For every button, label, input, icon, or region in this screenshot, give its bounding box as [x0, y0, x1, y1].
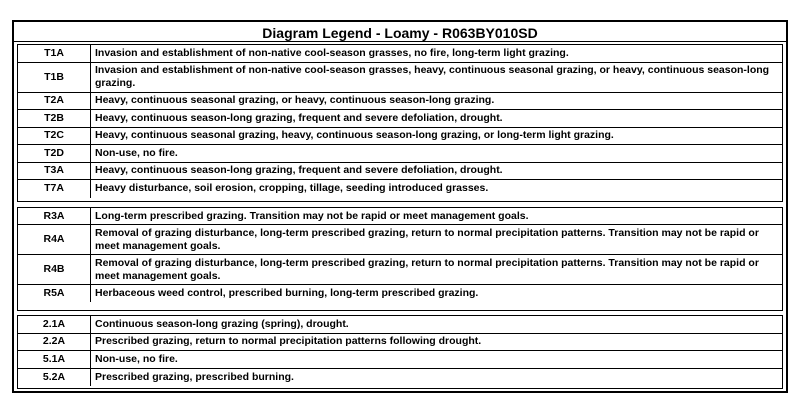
legend-code: R4A: [18, 225, 91, 254]
legend-code: R3A: [18, 208, 91, 224]
legend-row: [18, 163, 782, 181]
legend-description: Heavy disturbance, soil erosion, cropping, tillage, seeding introduced grasses.: [95, 182, 489, 195]
legend-description: Removal of grazing disturbance, long-term prescribed grazing, return to normal precipitation patterns. Transition may not be rapid or meet management goals.: [95, 226, 759, 252]
legend-code: T2C: [18, 128, 91, 145]
legend-row: [18, 110, 782, 128]
legend-row: [18, 255, 782, 285]
legend-code: T2B: [18, 110, 91, 127]
legend-row: [18, 334, 782, 352]
legend-code: 5.2A: [18, 369, 91, 387]
legend-code: T2A: [18, 93, 91, 110]
legend-description: Invasion and establishment of non-native cool-season grasses, heavy, continuous seasonal grazing, or heavy, continuous season-long grazing.: [95, 64, 770, 89]
legend-row: [18, 145, 782, 163]
legend-description: Long-term prescribed grazing. Transition may not be rapid or meet management goals.: [95, 209, 529, 222]
legend-code: R4B: [18, 255, 91, 284]
legend-row: [18, 351, 782, 369]
legend-row: [18, 225, 782, 255]
legend-code: T1B: [18, 63, 91, 92]
legend-description: Prescribed grazing, return to normal precipitation patterns following drought.: [95, 335, 482, 348]
legend-code: T2D: [18, 145, 91, 162]
legend-description: Non-use, no fire.: [95, 352, 178, 365]
legend-row: [18, 93, 782, 111]
legend-description: Invasion and establishment of non-native cool-season grasses, no fire, long-term light grazing.: [95, 46, 569, 59]
legend-description: Removal of grazing disturbance, long-term prescribed grazing, return to normal precipitation patterns. Transition may not be rapid or meet management goals.: [95, 256, 759, 282]
legend-description: Heavy, continuous season-long grazing, frequent and severe defoliation, drought.: [95, 111, 503, 124]
legend-description: Non-use, no fire.: [95, 146, 178, 159]
legend-row: [18, 208, 782, 225]
legend-description: Continuous season-long grazing (spring), drought.: [95, 317, 349, 330]
legend-code: R5A: [18, 285, 91, 302]
legend-row: [18, 369, 782, 387]
legend-row: [18, 180, 782, 198]
legend-code: T1A: [18, 45, 91, 62]
title-divider: [14, 41, 786, 42]
legend-row: [18, 128, 782, 146]
legend-row: [18, 45, 782, 63]
legend-code: 2.2A: [18, 334, 91, 351]
legend-code: T3A: [18, 163, 91, 180]
legend-description: Prescribed grazing, prescribed burning.: [95, 370, 294, 383]
legend-row: [18, 285, 782, 302]
legend-description: Herbaceous weed control, prescribed burning, long-term prescribed grazing.: [95, 287, 479, 299]
diagram-legend: [12, 20, 788, 393]
legend-code: 2.1A: [18, 316, 91, 333]
legend-row: [18, 63, 782, 93]
legend-title: Diagram Legend - Loamy - R063BY010SD: [262, 25, 538, 41]
transition-group: [17, 44, 783, 202]
legend-row: [18, 316, 782, 334]
legend-code: 5.1A: [18, 351, 91, 368]
legend-code: T7A: [18, 180, 91, 198]
legend-description: Heavy, continuous seasonal grazing, heavy, continuous season-long grazing, or long-term light grazing.: [95, 129, 614, 142]
legend-description: Heavy, continuous seasonal grazing, or heavy, continuous season-long grazing.: [95, 94, 495, 107]
restoration-group: [17, 207, 783, 311]
legend-description: Heavy, continuous season-long grazing, frequent and severe defoliation, drought.: [95, 164, 503, 177]
pathway-group: [17, 315, 783, 389]
